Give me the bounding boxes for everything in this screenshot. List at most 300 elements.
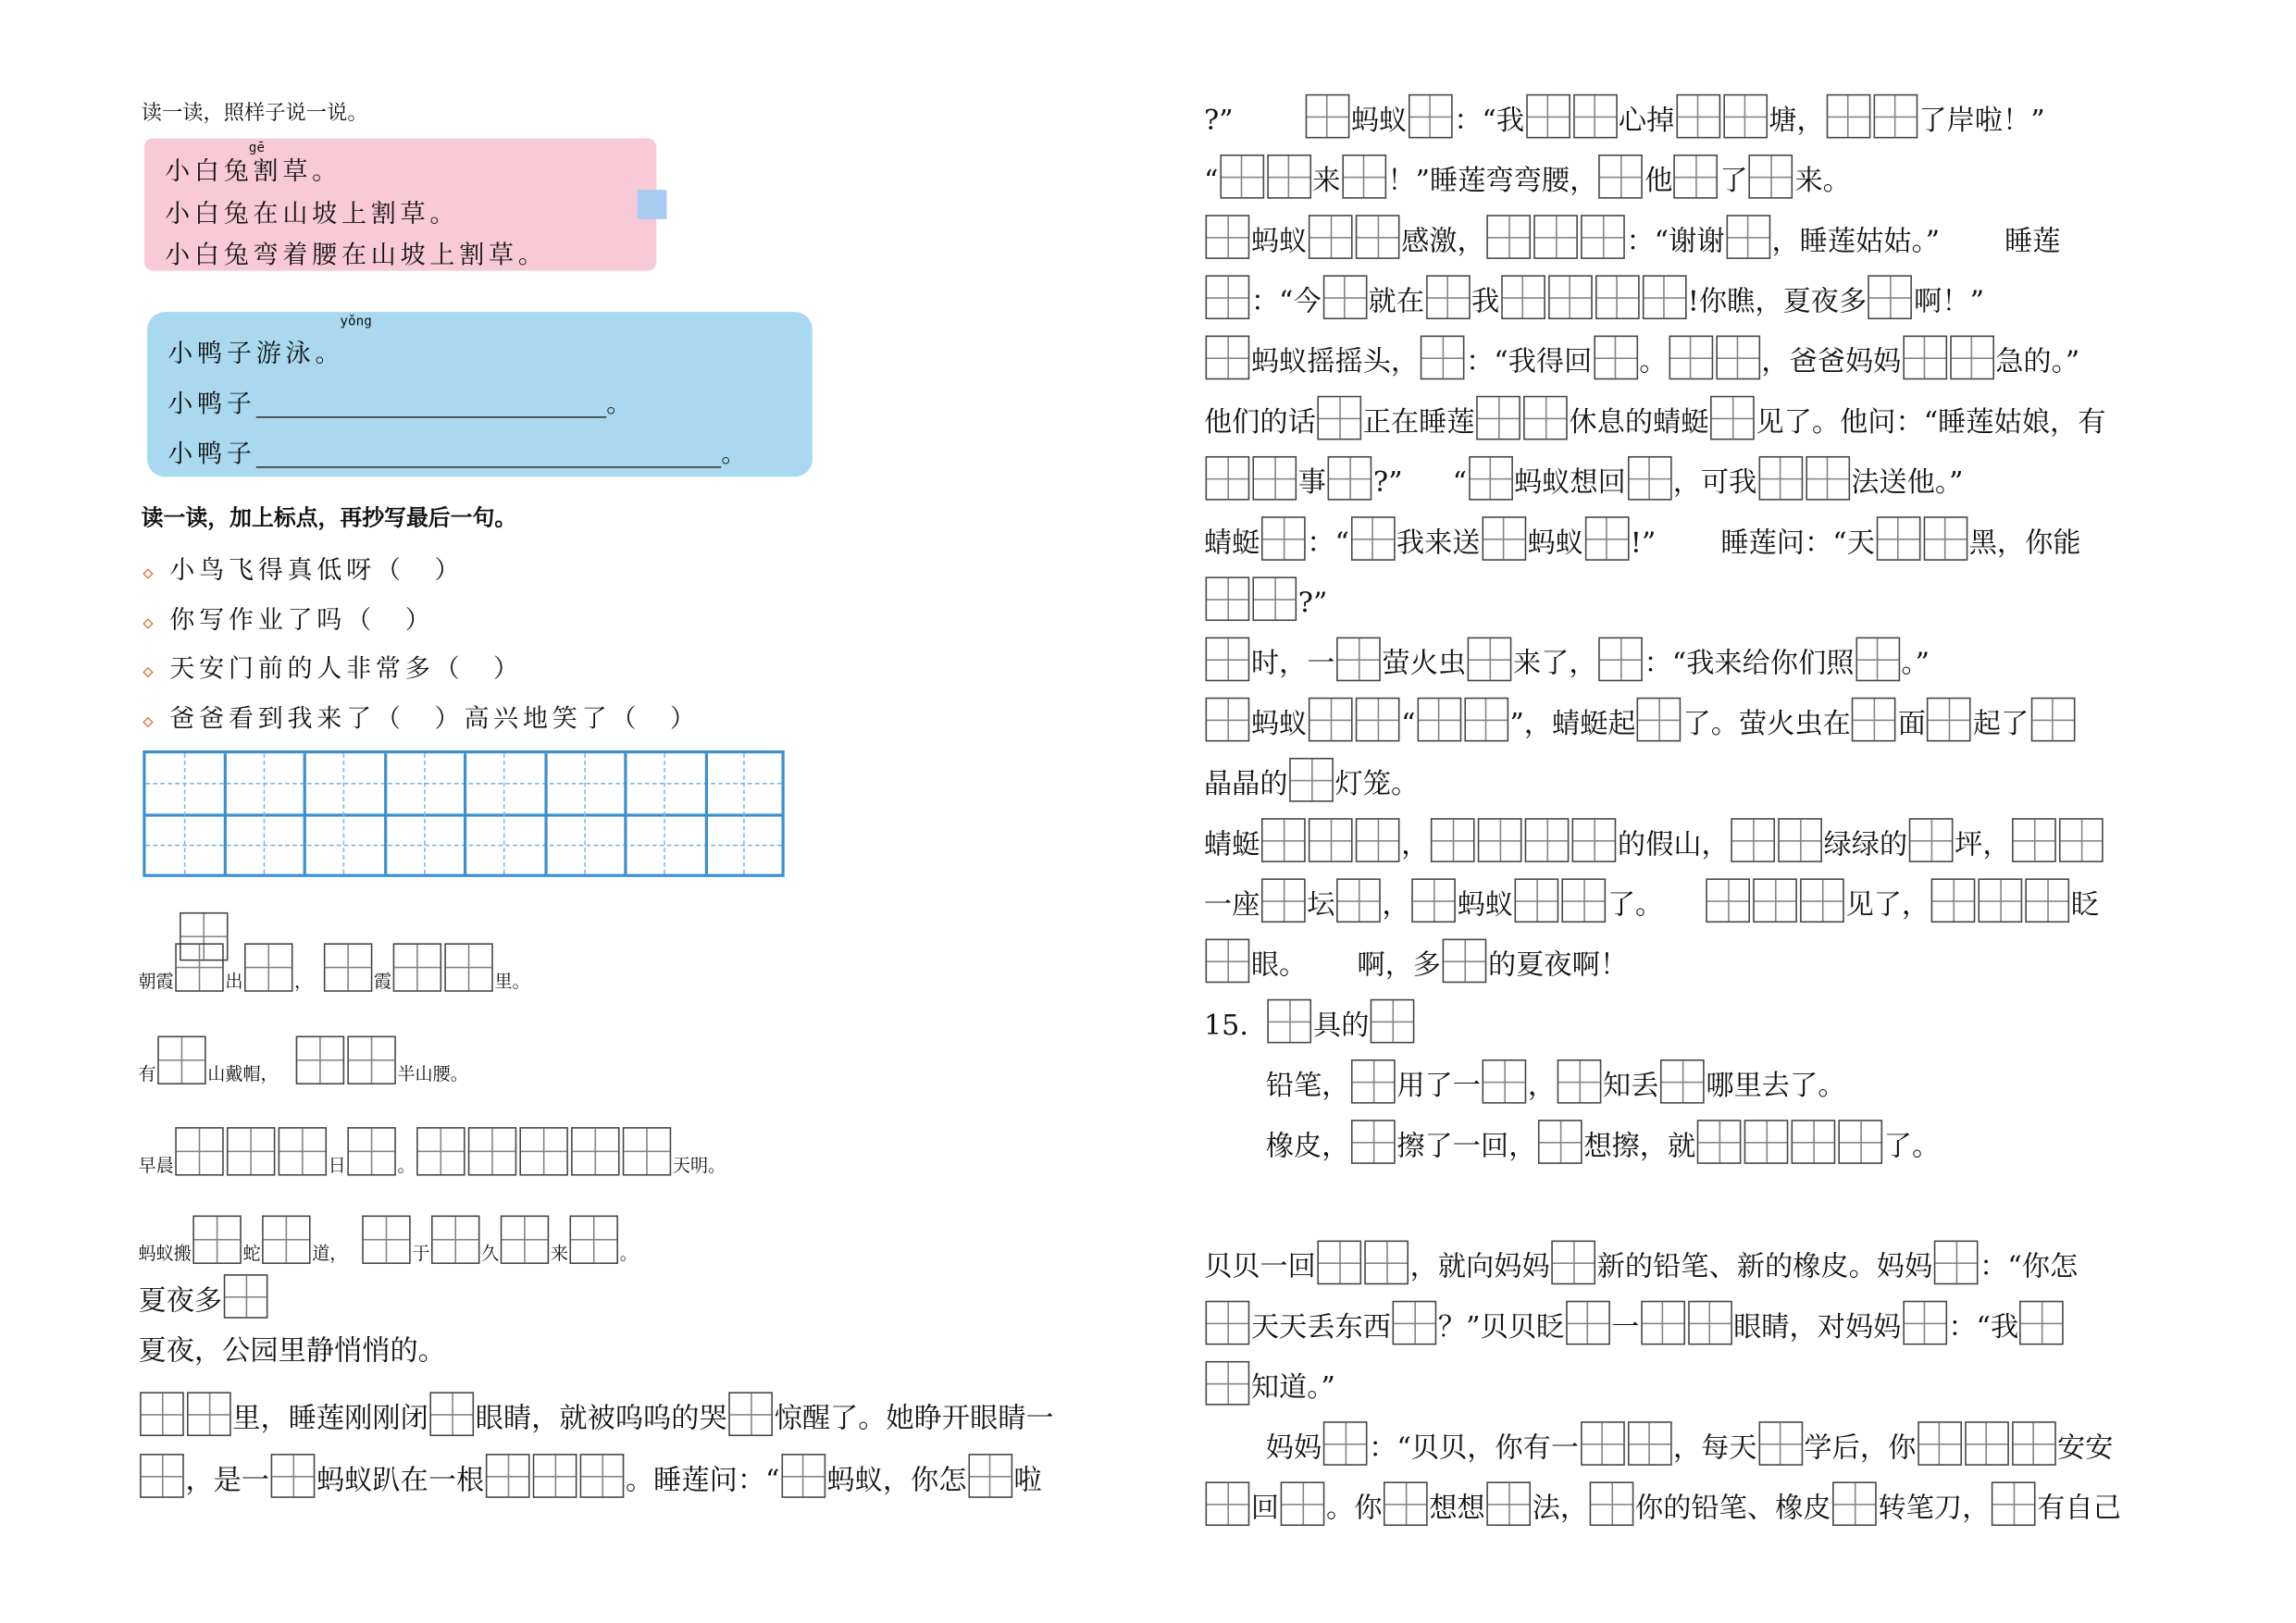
- blank-box[interactable]: [1356, 698, 1400, 742]
- blank-box[interactable]: [175, 943, 223, 991]
- fill-line-2: [138, 1036, 467, 1089]
- para-text: 眨: [2070, 888, 2100, 922]
- blank-box[interactable]: [2059, 818, 2104, 862]
- blank-box[interactable]: [1525, 818, 1570, 862]
- para-text: ！”睡莲弯弯腰，: [1387, 165, 1598, 198]
- blank-box[interactable]: [1328, 456, 1372, 501]
- blank-box[interactable]: [1206, 638, 1250, 682]
- blank-box[interactable]: [1548, 275, 1593, 319]
- s-line-1: [1204, 1237, 2078, 1297]
- s-line-4: [1266, 1419, 2114, 1479]
- blank-box[interactable]: [1573, 94, 1618, 139]
- para-text: ：“你怎: [1980, 1250, 2079, 1283]
- para-text: 学后，你: [1804, 1431, 1917, 1465]
- blank-box[interactable]: [1336, 638, 1381, 682]
- blank-box[interactable]: [1965, 1421, 2009, 1466]
- para-text: ”，蜻蜓起: [1509, 707, 1636, 740]
- blank-box[interactable]: [1206, 698, 1250, 742]
- blank-box[interactable]: [1364, 1241, 1409, 1285]
- para-text: 蚂蚁趴在一根: [316, 1464, 485, 1497]
- blank-box[interactable]: [393, 943, 441, 991]
- blank-box[interactable]: [1289, 758, 1334, 802]
- para-text: 天天丢东西: [1250, 1310, 1391, 1344]
- blank-box[interactable]: [1206, 1361, 1250, 1406]
- blank-box[interactable]: [1309, 215, 1353, 259]
- blank-box[interactable]: [1220, 155, 1264, 199]
- para-text: 眼。: [1250, 948, 1308, 982]
- para-text: 蚂蚁: [1350, 104, 1408, 137]
- blank-box[interactable]: [623, 1127, 671, 1175]
- blank-box[interactable]: [1688, 1301, 1732, 1345]
- blank-box[interactable]: [296, 1036, 344, 1084]
- question-number: 15.: [1203, 1009, 1249, 1042]
- grid-dash-v: [424, 753, 426, 873]
- para-text: ：“谢谢: [1626, 225, 1725, 258]
- blank-box[interactable]: [1384, 1481, 1428, 1526]
- diamond-bullet-icon: ◇: [143, 562, 158, 583]
- blank-box[interactable]: [1758, 456, 1803, 501]
- para-text: 萤火虫: [1382, 647, 1467, 680]
- blank-box[interactable]: [1778, 818, 1822, 862]
- para-text: ，爸爸妈妈: [1761, 345, 1902, 378]
- blank-box[interactable]: [533, 1454, 577, 1498]
- para-text: 眼睛，对妈妈: [1733, 1310, 1902, 1344]
- blank-box[interactable]: [1731, 818, 1775, 862]
- blank-box[interactable]: [1261, 818, 1306, 862]
- blank-box[interactable]: [571, 1127, 619, 1175]
- blank-box[interactable]: [1642, 275, 1686, 319]
- blank-box[interactable]: [1411, 878, 1456, 923]
- blank-box[interactable]: [1393, 1301, 1437, 1345]
- blank-box[interactable]: [1421, 336, 1465, 380]
- r-line-4: [1204, 272, 1984, 332]
- blank-box[interactable]: [429, 1392, 474, 1436]
- punct-item-2-text: 你写作业了吗（ ）: [169, 606, 435, 636]
- blank-box[interactable]: [1873, 94, 1917, 139]
- fill-text: 道，: [312, 1243, 348, 1264]
- blank-box[interactable]: [1483, 1059, 1527, 1104]
- para-text: 心掉: [1618, 104, 1675, 137]
- para-text: 面: [1897, 707, 1927, 740]
- para-text: 具的: [1312, 1009, 1370, 1042]
- blank-box[interactable]: [1538, 1120, 1582, 1164]
- duck-line-2-prefix: 小鸭子: [168, 390, 256, 420]
- fill-text: 日: [328, 1155, 346, 1176]
- blank-box[interactable]: [968, 1454, 1012, 1498]
- blank-box[interactable]: [1356, 818, 1400, 862]
- para-text: 一座: [1203, 888, 1260, 922]
- blank-box[interactable]: [1351, 1120, 1396, 1164]
- para-text: 了岸啦！”: [1918, 104, 2045, 137]
- blank-box[interactable]: [1637, 698, 1682, 742]
- para-text: 新的铅笔、新的橡皮。妈妈: [1596, 1250, 1933, 1283]
- example-line-1: 小白兔割草。: [165, 157, 341, 187]
- blank-box[interactable]: [1486, 215, 1531, 259]
- para-text: 塘，: [1769, 104, 1825, 137]
- grid-dash-v: [584, 753, 586, 873]
- para-text: 知道。”: [1250, 1371, 1335, 1405]
- blank-box[interactable]: [1917, 1421, 1962, 1466]
- blank-box[interactable]: [1749, 155, 1793, 199]
- blank-box[interactable]: [1443, 939, 1487, 984]
- grid-dash-v: [743, 753, 745, 873]
- para-text: ?”: [1203, 104, 1234, 137]
- fill-text: 蛇: [242, 1243, 261, 1264]
- blank-box[interactable]: [1351, 516, 1396, 561]
- para-text: 来了，: [1512, 647, 1597, 680]
- blank-box[interactable]: [1526, 94, 1570, 139]
- blank-box[interactable]: [1931, 878, 1976, 923]
- blank-box[interactable]: [1469, 456, 1513, 501]
- blank-box[interactable]: [192, 1216, 241, 1264]
- blank-box[interactable]: [1309, 698, 1353, 742]
- para-text: 睡莲: [2004, 225, 2061, 258]
- blank-box[interactable]: [1627, 456, 1671, 501]
- blank-box[interactable]: [140, 1454, 184, 1498]
- blank-box[interactable]: [1206, 1301, 1250, 1345]
- blank-box[interactable]: [1252, 456, 1297, 501]
- para-text: 他: [1644, 165, 1673, 198]
- blank-box[interactable]: [570, 1216, 618, 1264]
- para-text: 蚂蚁: [1457, 888, 1514, 922]
- blank-box[interactable]: [347, 1127, 395, 1175]
- grid-dash-v: [664, 753, 665, 873]
- blank-box[interactable]: [1590, 1481, 1634, 1526]
- blank-box[interactable]: [1551, 1241, 1595, 1285]
- blank-box[interactable]: [1336, 878, 1381, 923]
- r-line-2: [1204, 152, 1851, 212]
- diamond-bullet-icon: ◇: [143, 612, 158, 633]
- blank-box[interactable]: [1838, 1120, 1882, 1164]
- blank-box[interactable]: [1206, 275, 1250, 319]
- blank-box[interactable]: [1992, 1481, 2036, 1526]
- blank-box[interactable]: [1758, 1421, 1803, 1466]
- blank-box[interactable]: [1581, 215, 1625, 259]
- para-text: 一: [1611, 1310, 1640, 1344]
- blank-box[interactable]: [728, 1392, 773, 1436]
- blank-box[interactable]: [1426, 275, 1471, 319]
- blank-box[interactable]: [1317, 396, 1361, 440]
- blank-box[interactable]: [1309, 818, 1353, 862]
- para-text: 蚂蚁，你怎: [826, 1464, 967, 1497]
- para-text: “: [1452, 466, 1468, 500]
- punct-item-4-text: 爸爸看到我来了（ ）高兴地笑了（ ）: [169, 704, 700, 735]
- blank-box[interactable]: [1903, 336, 1947, 380]
- para-text: 晶晶的: [1203, 768, 1288, 801]
- blank-box[interactable]: [1852, 698, 1896, 742]
- blank-box[interactable]: [1267, 155, 1311, 199]
- blank-box[interactable]: [1317, 1241, 1361, 1285]
- para-text: 啊！”: [1914, 285, 1985, 318]
- fill-text: 。: [619, 1243, 638, 1264]
- blank-box[interactable]: [2020, 1301, 2065, 1345]
- para-text: 蜻蜓: [1203, 828, 1260, 861]
- r-line-13: [1204, 815, 2104, 875]
- blank-box[interactable]: [1979, 878, 2023, 923]
- q15-line-2: [1266, 1117, 1941, 1177]
- blank-box[interactable]: [1417, 698, 1461, 742]
- punct-item-1: [143, 549, 464, 586]
- para-text: 法，: [1532, 1492, 1589, 1525]
- para-text: 惊醒了。她睁开眼睛一: [774, 1402, 1054, 1435]
- duck-line-3: [168, 433, 751, 470]
- blank-box[interactable]: [1877, 516, 1921, 561]
- blank-box[interactable]: [1584, 516, 1629, 561]
- fill-text: 朝霞: [138, 971, 174, 992]
- blank-box[interactable]: [2030, 698, 2075, 742]
- blank-box[interactable]: [1468, 638, 1512, 682]
- blank-box[interactable]: [1371, 999, 1415, 1044]
- highlight-square: [638, 190, 667, 219]
- blank-box[interactable]: [244, 943, 292, 991]
- para-text: ，就向妈妈: [1409, 1250, 1550, 1283]
- duck-line-2-blank[interactable]: [256, 390, 607, 417]
- blank-box[interactable]: [1323, 1421, 1368, 1466]
- para-text: 我: [1471, 285, 1500, 318]
- blank-box[interactable]: [347, 1036, 395, 1084]
- para-text: 的假山，: [1617, 828, 1730, 861]
- fill-text: 来: [550, 1243, 569, 1264]
- blank-box[interactable]: [1800, 878, 1844, 923]
- example-line-3: 小白兔弯着腰在山坡上割草。: [165, 241, 548, 271]
- blank-box[interactable]: [1515, 878, 1559, 923]
- r-line-15: [1204, 935, 1628, 996]
- instruction-read-say: 读一读，照样子说一说。: [141, 101, 368, 126]
- para-text: 正在睡莲: [1362, 405, 1475, 439]
- blank-box[interactable]: [1581, 1421, 1625, 1466]
- blank-box[interactable]: [1628, 1421, 1672, 1466]
- blank-box[interactable]: [1342, 155, 1386, 199]
- para-text: 坪，: [1955, 828, 2011, 861]
- blank-box[interactable]: [486, 1454, 530, 1498]
- blank-box[interactable]: [501, 1216, 549, 1264]
- blank-box[interactable]: [781, 1454, 825, 1498]
- para-text: 坛: [1307, 888, 1335, 922]
- blank-box[interactable]: [1826, 94, 1870, 139]
- para-text: 啦: [1013, 1464, 1042, 1497]
- blank-box[interactable]: [175, 1127, 223, 1175]
- blank-box[interactable]: [1676, 94, 1720, 139]
- blank-box[interactable]: [2012, 818, 2056, 862]
- para-text: 睡莲问：“天: [1720, 527, 1875, 560]
- para-text: ：“我: [1948, 1310, 2019, 1344]
- instruction-punctuation: 读一读，加上标点，再抄写最后一句。: [141, 504, 517, 532]
- blank-box[interactable]: [1306, 94, 1350, 139]
- para-text: ：“今: [1250, 285, 1322, 318]
- blank-box[interactable]: [1206, 336, 1250, 380]
- punct-item-4: [143, 698, 700, 735]
- para-text: 蚂蚁摇摇头，: [1250, 345, 1420, 378]
- para-text: 绿绿的: [1823, 828, 1908, 861]
- blank-box[interactable]: [1710, 396, 1755, 440]
- blank-box[interactable]: [1268, 999, 1312, 1044]
- blank-box[interactable]: [1595, 275, 1640, 319]
- blank-box[interactable]: [324, 943, 372, 991]
- blank-box[interactable]: [431, 1216, 479, 1264]
- fill-line-3: [138, 1127, 726, 1180]
- blank-box[interactable]: [1726, 215, 1770, 259]
- blank-box[interactable]: [271, 1454, 316, 1498]
- r-line-8: [1204, 514, 2081, 574]
- blank-box[interactable]: [1261, 516, 1306, 561]
- para-text: “: [1203, 165, 1219, 198]
- para-text: 灯笼。: [1334, 768, 1420, 801]
- blank-box[interactable]: [1252, 576, 1297, 621]
- blank-box[interactable]: [1923, 516, 1967, 561]
- blank-box[interactable]: [1206, 1481, 1250, 1526]
- para-text: ：“我: [1454, 104, 1525, 137]
- blank-box[interactable]: [1356, 215, 1400, 259]
- blank-box[interactable]: [1855, 638, 1900, 682]
- blank-box[interactable]: [1566, 1301, 1610, 1345]
- blank-box[interactable]: [157, 1036, 205, 1084]
- blank-box[interactable]: [1206, 215, 1250, 259]
- blank-box[interactable]: [1832, 1481, 1877, 1526]
- para-text: 安安: [2057, 1431, 2114, 1465]
- blank-box[interactable]: [1744, 1120, 1789, 1164]
- blank-box[interactable]: [227, 1127, 275, 1175]
- blank-box[interactable]: [1674, 155, 1719, 199]
- blank-box[interactable]: [1431, 818, 1475, 862]
- blank-box[interactable]: [1723, 94, 1768, 139]
- para-text: 感激，: [1401, 225, 1485, 258]
- para-text: 橡皮，: [1265, 1130, 1350, 1163]
- blank-box[interactable]: [2026, 878, 2070, 923]
- para-text: 了。: [1607, 888, 1664, 922]
- para-text: ?”: [1297, 587, 1328, 620]
- blank-box[interactable]: [1572, 818, 1617, 862]
- blank-box[interactable]: [187, 1392, 231, 1436]
- blank-box[interactable]: [1533, 215, 1578, 259]
- para-text: 蜻蜓: [1203, 527, 1260, 560]
- para-text: 眼睛，就被呜呜的哭: [475, 1402, 727, 1435]
- example-line-2: 小白兔在山坡上割草。: [165, 200, 460, 230]
- blank-box[interactable]: [1482, 516, 1526, 561]
- duck-line-3-blank[interactable]: [256, 440, 722, 467]
- blank-box[interactable]: [1669, 336, 1713, 380]
- blank-box[interactable]: [1950, 336, 1994, 380]
- blank-box[interactable]: [1806, 456, 1850, 501]
- fill-text: 出: [225, 971, 243, 992]
- blank-box[interactable]: [1792, 1120, 1836, 1164]
- para-text: 蚂蚁想回: [1513, 466, 1626, 500]
- blank-box[interactable]: [1464, 698, 1508, 742]
- story-para1-line2: [138, 1451, 1041, 1511]
- para-text: 知丢: [1603, 1070, 1659, 1103]
- blank-box[interactable]: [1598, 638, 1643, 682]
- punct-item-2: [143, 599, 434, 636]
- blank-box[interactable]: [1753, 878, 1797, 923]
- para-text: ，可我: [1672, 466, 1757, 500]
- blank-box[interactable]: [1322, 275, 1367, 319]
- blank-box[interactable]: [1409, 94, 1453, 139]
- grid-dash-v: [264, 753, 266, 873]
- s-line-5: [1204, 1479, 2121, 1539]
- fill-text: 有: [138, 1063, 156, 1084]
- blank-box[interactable]: [362, 1216, 410, 1264]
- para-text: 蚂蚁: [1250, 225, 1308, 258]
- para-text: 妈妈: [1265, 1431, 1322, 1465]
- blank-box[interactable]: [519, 1127, 567, 1175]
- para-text: “: [1401, 707, 1416, 740]
- para-text: 了。萤火虫在: [1682, 707, 1851, 740]
- blank-box[interactable]: [1562, 878, 1607, 923]
- blank-box[interactable]: [2012, 1421, 2056, 1466]
- story-intro: 夏夜，公园里静悄悄的。: [138, 1334, 446, 1368]
- blank-box[interactable]: [1501, 275, 1545, 319]
- para-text: 黑，你能: [1968, 527, 2081, 560]
- blank-box[interactable]: [1206, 456, 1250, 501]
- para-text: 来: [1312, 165, 1341, 198]
- blank-box[interactable]: [279, 1127, 327, 1175]
- para-text: 见了，: [1845, 888, 1930, 922]
- blank-box[interactable]: [1716, 336, 1760, 380]
- blank-box[interactable]: [140, 1392, 184, 1436]
- blank-box[interactable]: [444, 943, 492, 991]
- para-text: ?”: [1372, 466, 1403, 500]
- grid-col: [384, 753, 387, 873]
- fill-text: 。: [397, 1155, 416, 1176]
- blank-box[interactable]: [1486, 1481, 1531, 1526]
- para-text: 回: [1250, 1492, 1280, 1525]
- blank-box[interactable]: [1594, 336, 1638, 380]
- grid-dash-v: [343, 753, 345, 873]
- blank-box[interactable]: [1934, 1241, 1979, 1285]
- blank-box[interactable]: [416, 1127, 465, 1175]
- blank-box[interactable]: [1660, 1059, 1705, 1104]
- blank-box[interactable]: [262, 1216, 310, 1264]
- r-line-1: [1204, 92, 2045, 152]
- grid-col: [544, 753, 547, 873]
- blank-box[interactable]: [1351, 1059, 1396, 1104]
- para-text: 贝贝一回: [1203, 1250, 1316, 1283]
- blank-box[interactable]: [1476, 396, 1520, 440]
- blank-box[interactable]: [1706, 878, 1750, 923]
- para-text: 见了。他问：“睡莲姑娘，有: [1756, 405, 2106, 439]
- blank-box[interactable]: [1909, 818, 1954, 862]
- blank-box[interactable]: [1697, 1120, 1742, 1164]
- para-text: ，: [1527, 1070, 1557, 1103]
- blank-box[interactable]: [468, 1127, 516, 1175]
- blank-box[interactable]: [224, 1274, 268, 1319]
- blank-box[interactable]: [1523, 396, 1568, 440]
- blank-box[interactable]: [1599, 155, 1644, 199]
- pinyin-ge: gē: [248, 141, 266, 156]
- para-text: 。你: [1325, 1492, 1383, 1525]
- blank-box[interactable]: [1641, 1301, 1685, 1345]
- blank-box[interactable]: [1558, 1059, 1602, 1104]
- para-text: 事: [1297, 466, 1326, 500]
- r-line-7: [1204, 453, 1963, 514]
- punct-item-3-text: 天安门前的人非常多（ ）: [169, 654, 523, 685]
- para-text: ，是一: [185, 1464, 270, 1497]
- blank-box[interactable]: [580, 1454, 625, 1498]
- writing-grid[interactable]: [143, 750, 784, 877]
- blank-box[interactable]: [1281, 1481, 1325, 1526]
- blank-box[interactable]: [1903, 1301, 1947, 1345]
- blank-box[interactable]: [1928, 698, 1972, 742]
- blank-box[interactable]: [1206, 939, 1250, 984]
- para-text: 。”: [1901, 647, 1930, 680]
- diamond-bullet-icon: ◇: [143, 660, 158, 682]
- blank-box[interactable]: [1261, 878, 1306, 923]
- blank-box[interactable]: [1868, 275, 1913, 319]
- para-text: 里，睡莲刚刚闭: [232, 1402, 428, 1435]
- blank-box[interactable]: [1478, 818, 1522, 862]
- para-text: 起了: [1972, 707, 2029, 740]
- para-text: !你瞧，夏夜多: [1687, 285, 1868, 318]
- blank-box[interactable]: [1206, 576, 1250, 621]
